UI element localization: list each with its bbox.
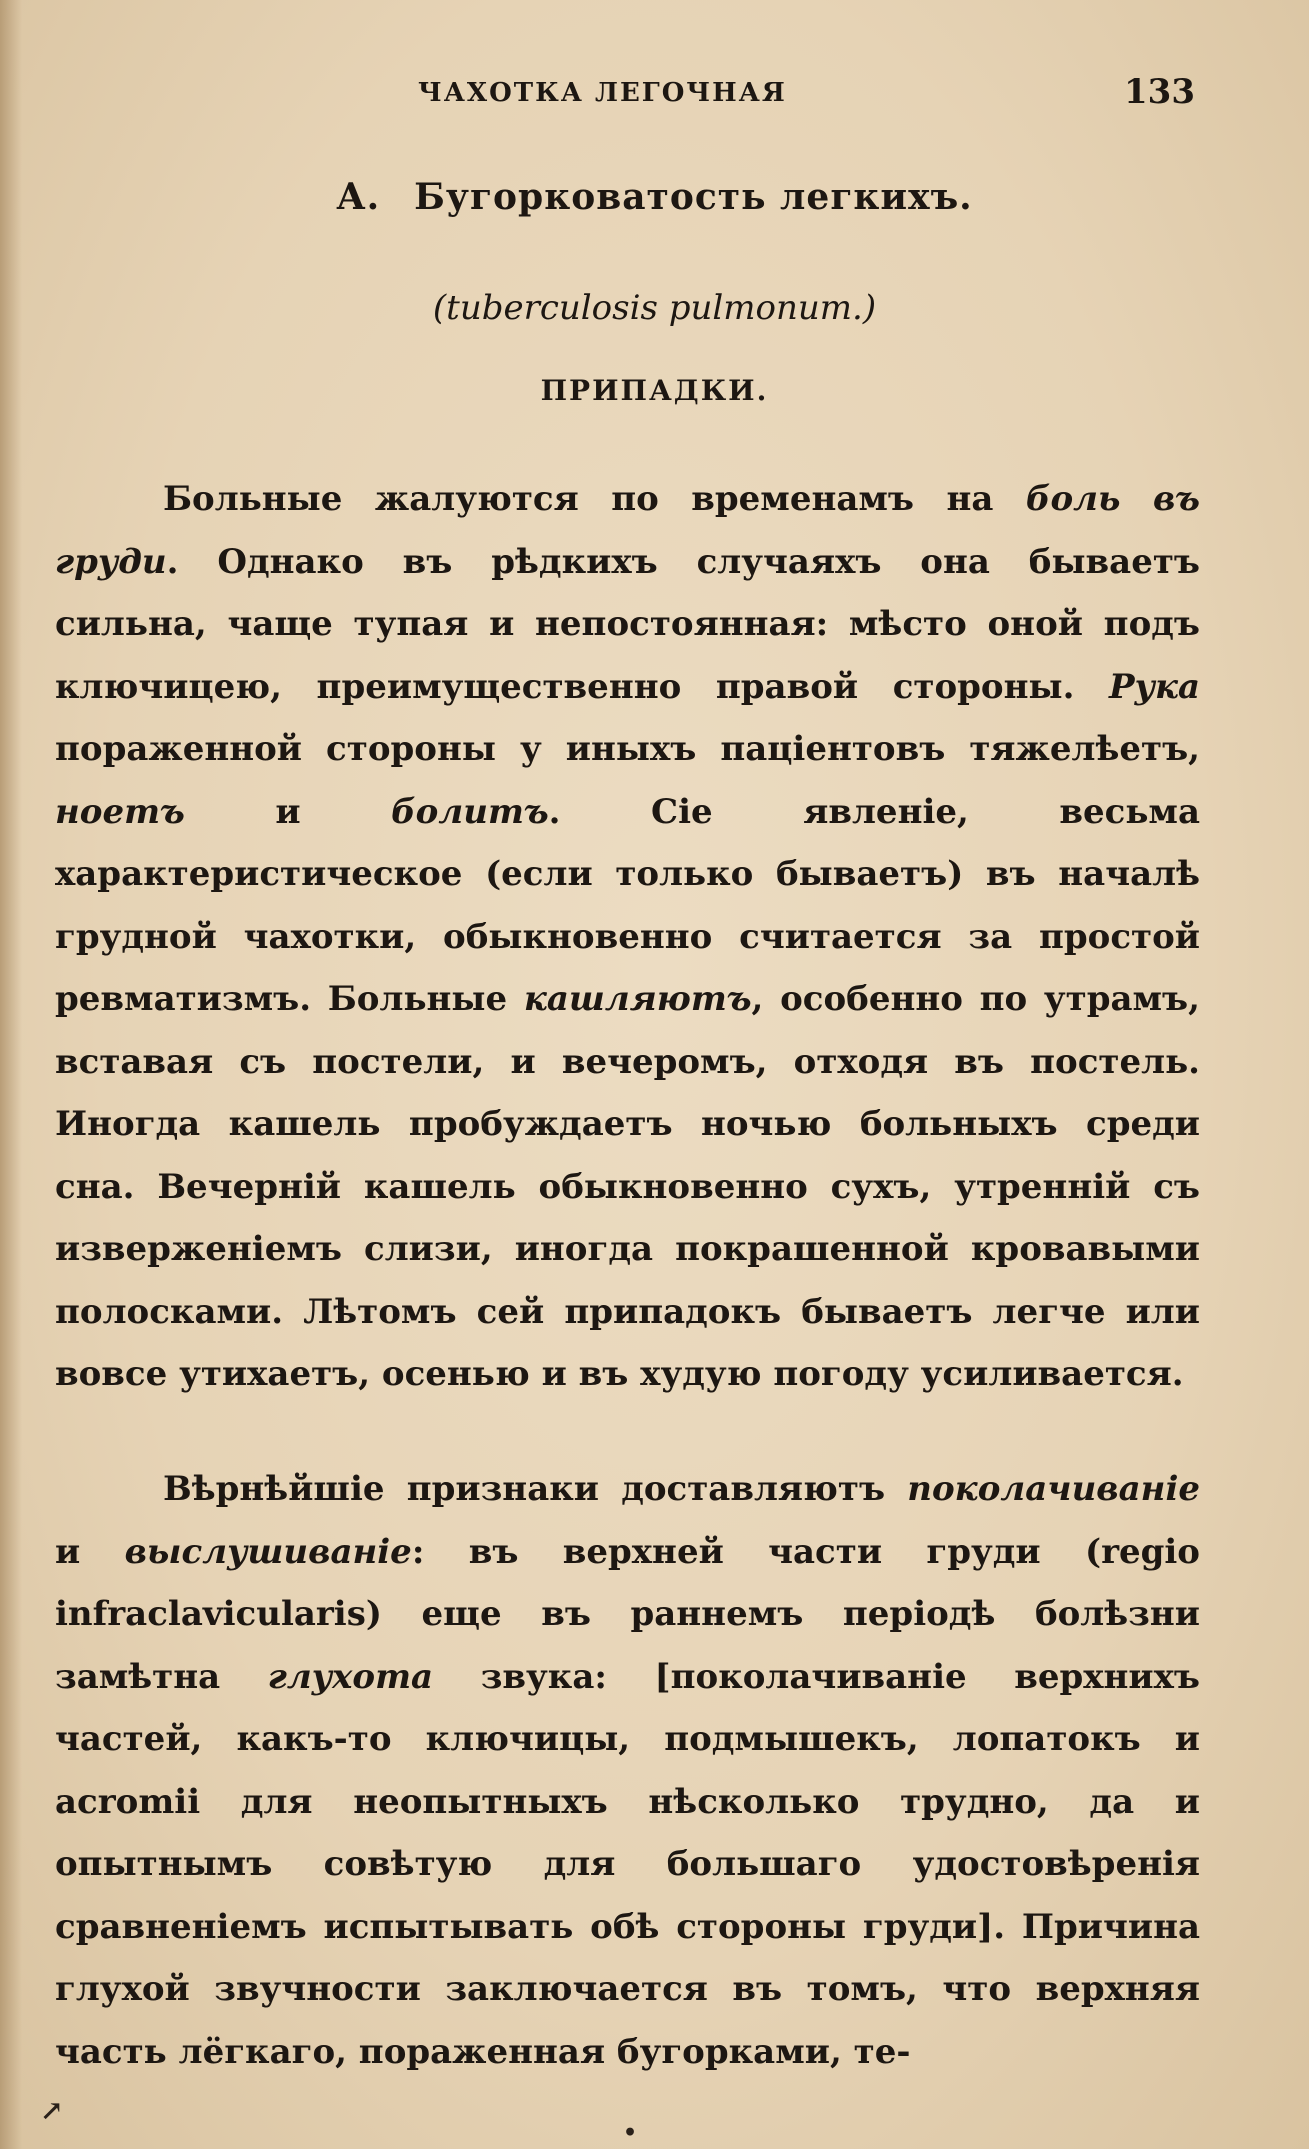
bottom-dot-mark: • xyxy=(623,2120,638,2146)
margin-mark: ↗ xyxy=(40,2094,64,2127)
page-number: 133 xyxy=(1124,72,1195,112)
p2-text-2: и xyxy=(55,1531,125,1572)
p1-emph-cough: кашляютъ xyxy=(523,979,752,1019)
p1-emph-arm: Рука xyxy=(1109,666,1200,707)
running-head: ЧАХОТКА ЛЕГОЧНАЯ xyxy=(418,78,787,108)
p1-emph-chest-pain: боль въ груди xyxy=(55,479,1200,582)
section-letter: А. xyxy=(336,176,381,218)
p2-emph-percussion: поколачиваніе xyxy=(907,1469,1200,1509)
section-title: Бугорковатость легкихъ. xyxy=(414,176,973,218)
latin-name: (tuberculosis pulmonum.) xyxy=(432,288,877,328)
p2-text-3: : въ верхней части груди (regio infraclavicularis) еще въ раннемъ періодѣ болѣзни замѣтна xyxy=(55,1531,1200,1697)
p1-text-3: пораженной стороны у иныхъ паціентовъ тяжелѣетъ, xyxy=(55,729,1200,769)
p2-text-1: Вѣрнѣйшіе признаки доставляютъ xyxy=(163,1469,908,1509)
p1-emph-aches: ноетъ xyxy=(55,791,185,832)
p1-text-1: Больные жалуются по временамъ на xyxy=(163,479,1026,519)
paragraph-2 xyxy=(55,1458,1200,2083)
p1-text-6: , особенно по утрамъ, вставая съ постели, и вечеромъ, отходя въ постель. Иногда кашель пробуждаетъ ночью больныхъ среди сна. Вечерній кашель обыкновенно сухъ, утренній съ изверженіемъ слизи, иногда покрашенной кровавыми полосками. Лѣтомъ сей припадокъ бываетъ легче или вовсе утихаетъ, осенью и въ худую погоду усиливается. xyxy=(55,979,1200,1394)
page-header xyxy=(0,72,1309,112)
paragraph-1 xyxy=(55,468,1200,1406)
subheading-symptoms: ПРИПАДКИ. xyxy=(540,374,769,407)
p1-emph-hurts: болитъ xyxy=(391,791,549,832)
p2-emph-auscultation: выслушиваніе xyxy=(124,1531,412,1572)
p2-emph-dullness: глухота xyxy=(267,1656,434,1697)
p1-text-4: и xyxy=(184,791,392,832)
p2-text-4: звука: [поколачиваніе верхнихъ частей, какъ-то ключицы, подмышекъ, лопатокъ и acromii для неопытныхъ нѣсколько трудно, да и опытнымъ совѣтую для большаго удостовѣренія сравненіемъ испытывать обѣ стороны груди]. Причина глухой звучности заключается въ томъ, что верхняя часть лёгкаго, пораженная бугорками, те- xyxy=(55,1656,1200,2072)
p1-text-5: . Сіе явленіе, весьма характеристическое (если только бываетъ) въ началѣ грудной чахотки, обыкновенно считается за простой ревматизмъ. Больные xyxy=(55,791,1200,1019)
section-heading xyxy=(0,176,1309,218)
p1-text-2: . Однако въ рѣдкихъ случаяхъ она бываетъ сильна, чаще тупая и непостоянная: мѣсто оной подъ ключицею, преимущественно правой стороны. xyxy=(55,541,1200,707)
